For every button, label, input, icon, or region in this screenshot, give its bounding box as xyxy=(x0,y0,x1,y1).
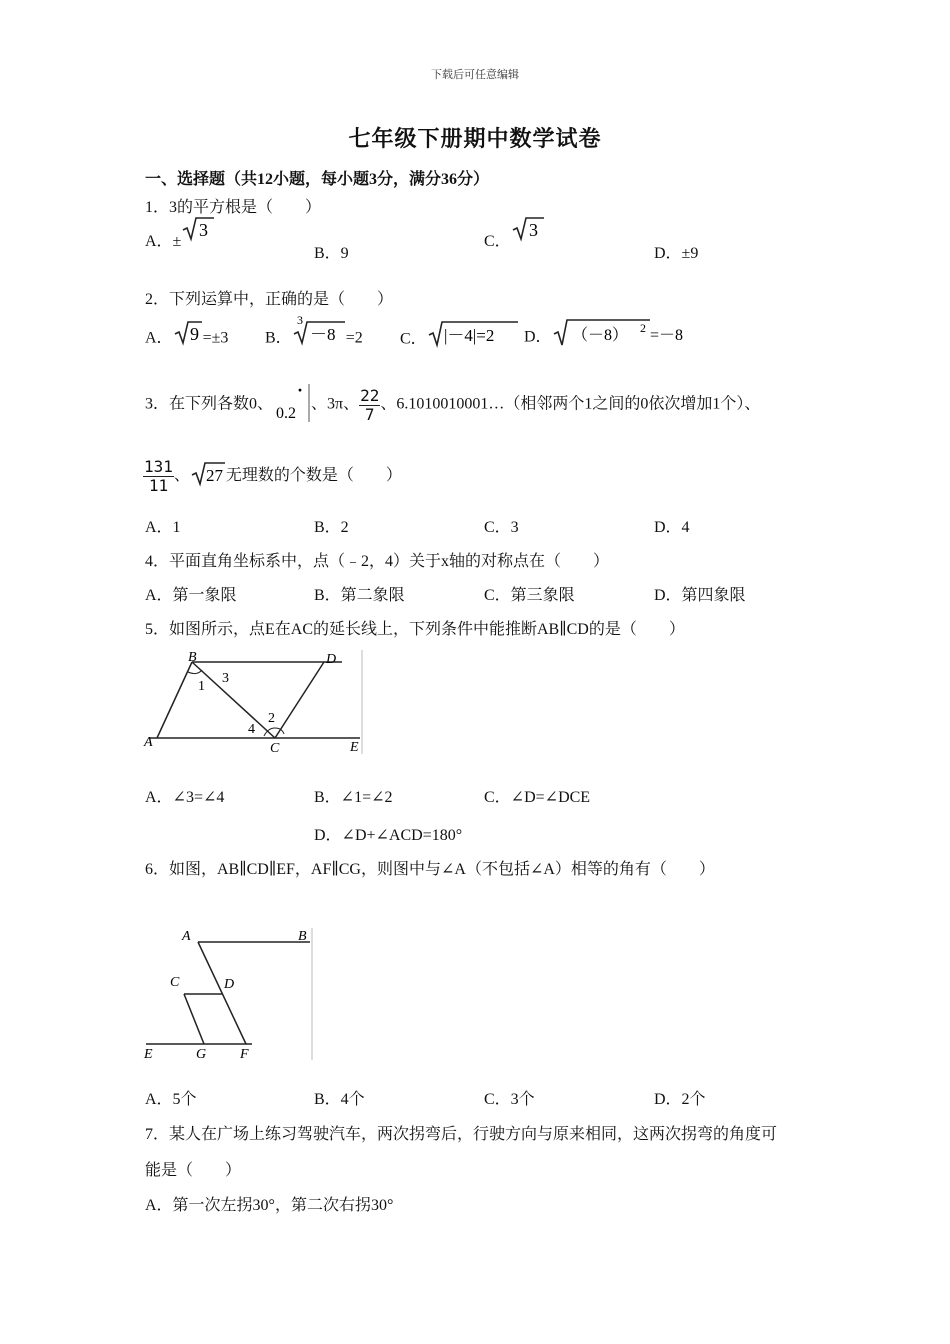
q6-label-d: D xyxy=(224,977,235,992)
q3-option-a: A．1 xyxy=(145,519,181,536)
q5-angle-3: 3 xyxy=(222,671,229,686)
q1-option-a xyxy=(145,220,215,252)
q3-tail: 、6.1010010001…（相邻两个1之间的0依次增加1个）、 xyxy=(380,395,761,413)
q5-stem: 5．如图所示，点E在AC的延长线上，下列条件中能推断AB∥CD的是（ ） xyxy=(145,621,685,638)
q5-option-b: B．∠1=∠2 xyxy=(314,789,393,806)
q6-stem: 6．如图，AB∥CD∥EF，AF∥CG，则图中与∠A（不包括∠A）相等的角有（ ） xyxy=(145,861,715,878)
q6-label-a: A xyxy=(182,929,191,944)
q1-a-label: A．± xyxy=(145,233,182,250)
q5-label-b: B xyxy=(188,650,197,665)
q5-figure xyxy=(142,648,366,756)
section-heading: 一、选择题（共12小题，每小题3分，满分36分） xyxy=(145,171,490,188)
q2-a-tail: =±3 xyxy=(202,329,229,347)
q6-option-b: B．4个 xyxy=(314,1091,365,1108)
q1-c-radicand: 3 xyxy=(528,220,538,241)
q2-b-tail: =2 xyxy=(345,329,363,347)
q2-option-b xyxy=(265,314,363,352)
q3-repeating-dot: · xyxy=(297,380,304,400)
q3-stem-a: 3．在下列各数0、 xyxy=(145,395,274,413)
q2-option-c xyxy=(400,326,519,354)
q7-stem-line1: 7．某人在广场上练习驾驶汽车，两次拐弯后，行驶方向与原来相同，这两次拐弯的角度可 xyxy=(145,1126,778,1143)
q1-option-c xyxy=(484,220,545,252)
q1-option-b: B．9 xyxy=(314,245,349,262)
q2-c-radicand: |－4|=2 xyxy=(443,326,495,345)
q3-fraction-22-7 xyxy=(359,387,380,424)
q3-sep: 、 xyxy=(173,467,190,485)
q4-option-d: D．第四象限 xyxy=(654,587,746,604)
q3-end: 无理数的个数是（ ） xyxy=(225,467,402,485)
q3-f1-numerator: 22 xyxy=(360,385,380,405)
q6-option-a: A．5个 xyxy=(145,1091,197,1108)
q6-figure xyxy=(142,924,318,1064)
q3-pi: 、3π、 xyxy=(311,395,360,413)
q5-angle-2: 2 xyxy=(268,711,275,726)
q1-option-d: D．±9 xyxy=(654,245,699,262)
q1-a-radical xyxy=(181,216,215,248)
q5-option-d: D．∠D+∠ACD=180° xyxy=(314,827,463,844)
q3-repeating-decimal: 0.2 xyxy=(276,405,297,422)
q1-a-radicand: 3 xyxy=(199,220,209,241)
q2-d-label: D． xyxy=(524,328,552,346)
q3-fraction-131-11 xyxy=(143,458,174,495)
q6-label-e: E xyxy=(144,1047,153,1062)
q3-option-d: D．4 xyxy=(654,519,690,536)
q3-line1 xyxy=(145,380,760,430)
q2-a-label: A． xyxy=(145,329,173,347)
q2-d-tail: =－8 xyxy=(649,327,683,344)
q4-option-c: C．第三象限 xyxy=(484,587,575,604)
q3-line2 xyxy=(143,458,402,495)
q7-option-a: A．第一次左拐30°，第二次右拐30° xyxy=(145,1197,394,1214)
q2-a-radicand: 9 xyxy=(189,324,199,344)
q4-stem: 4．平面直角坐标系中，点（﹣2，4）关于x轴的对称点在（ ） xyxy=(145,553,610,570)
q1-stem: 1．3的平方根是（ ） xyxy=(145,199,322,216)
q3-option-b: B．2 xyxy=(314,519,349,536)
q1-c-label: C． xyxy=(484,233,511,250)
q2-b-index: 3 xyxy=(296,314,303,327)
q5-angle-4: 4 xyxy=(248,722,255,737)
q6-label-g: G xyxy=(196,1047,207,1062)
q2-c-label: C． xyxy=(400,330,427,348)
q6-option-c: C．3个 xyxy=(484,1091,535,1108)
page-header: 下载后可任意编辑 xyxy=(431,69,519,81)
q6-option-d: D．2个 xyxy=(654,1091,706,1108)
q5-label-e: E xyxy=(350,740,359,755)
q5-label-c: C xyxy=(270,741,280,756)
q6-label-b: B xyxy=(298,929,307,944)
q2-b-radicand: －8 xyxy=(309,325,336,344)
q2-option-a xyxy=(145,326,228,352)
q6-label-f: F xyxy=(240,1047,249,1062)
q5-label-d: D xyxy=(326,652,337,667)
q3-f2-denominator: 11 xyxy=(148,476,169,495)
q2-d-radicand: （－8） xyxy=(571,327,628,344)
q5-angle-1: 1 xyxy=(198,679,205,694)
q2-stem: 2．下列运算中，正确的是（ ） xyxy=(145,291,394,308)
q4-option-b: B．第二象限 xyxy=(314,587,405,604)
q2-b-label: B． xyxy=(265,329,292,347)
q1-c-radical xyxy=(511,216,545,248)
q3-f1-denominator: 7 xyxy=(364,404,375,424)
q4-option-a: A．第一象限 xyxy=(145,587,237,604)
q5-option-c: C．∠D=∠DCE xyxy=(484,789,591,806)
q6-label-c: C xyxy=(170,975,180,990)
q2-d-exponent: 2 xyxy=(639,321,646,335)
q5-option-a: A．∠3=∠4 xyxy=(145,789,225,806)
q3-option-c: C．3 xyxy=(484,519,519,536)
q5-label-a: A xyxy=(144,735,153,750)
q7-stem-line2: 能是（ ） xyxy=(145,1162,242,1179)
q2-option-d xyxy=(524,322,702,354)
q3-f2-numerator: 131 xyxy=(144,457,173,476)
page-title: 七年级下册期中数学试卷 xyxy=(348,126,602,151)
q3-radicand: 27 xyxy=(205,465,223,485)
